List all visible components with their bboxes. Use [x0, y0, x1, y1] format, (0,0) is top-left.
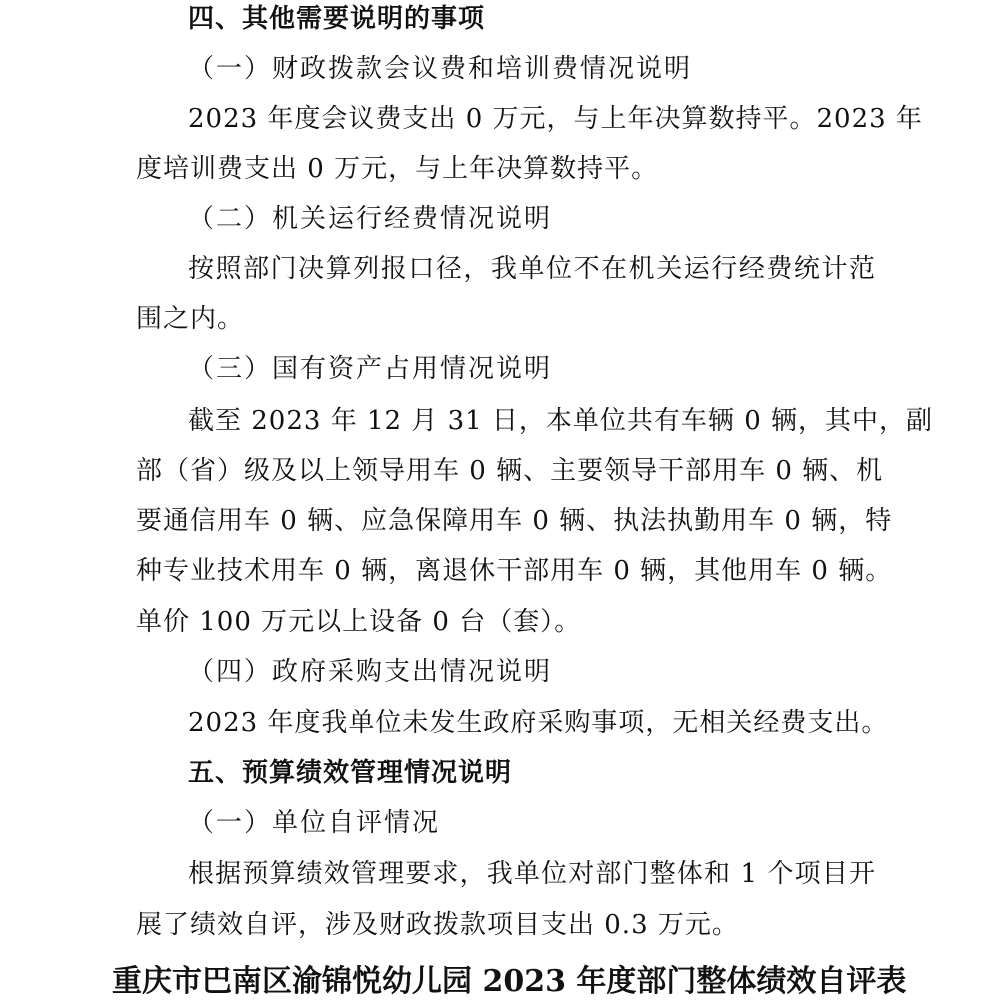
- section-4-2-title: （二）机关运行经费情况说明: [188, 204, 553, 234]
- paragraph-line: 度培训费支出 0 万元，与上年决算数持平。: [136, 154, 659, 184]
- paragraph-line: 单价 100 万元以上设备 0 台（套）。: [136, 607, 582, 637]
- section-4-1-title: （一）财政拨款会议费和培训费情况说明: [188, 54, 693, 84]
- section-5-heading: 五、预算绩效管理情况说明: [188, 758, 513, 788]
- section-4-heading: 四、其他需要说明的事项: [188, 4, 486, 34]
- section-4-4-title: （四）政府采购支出情况说明: [188, 657, 553, 687]
- paragraph-line: 要通信用车 0 辆、应急保障用车 0 辆、执法执勤用车 0 辆，特: [136, 506, 893, 536]
- paragraph-line: 截至 2023 年 12 月 31 日，本单位共有车辆 0 辆，其中，副: [188, 406, 933, 436]
- paragraph-line: 围之内。: [136, 304, 245, 334]
- paragraph-line: 展了绩效自评，涉及财政拨款项目支出 0.3 万元。: [136, 910, 739, 940]
- paragraph-line: 按照部门决算列报口径，我单位不在机关运行经费统计范: [188, 254, 876, 284]
- section-4-3-title: （三）国有资产占用情况说明: [188, 354, 553, 384]
- paragraph-line: 根据预算绩效管理要求，我单位对部门整体和 1 个项目开: [188, 859, 876, 889]
- paragraph-line: 2023 年度会议费支出 0 万元，与上年决算数持平。2023 年: [188, 104, 923, 134]
- section-5-1-title: （一）单位自评情况: [188, 808, 441, 838]
- table-title: 重庆市巴南区渝锦悦幼儿园 2023 年度部门整体绩效自评表: [112, 964, 907, 999]
- paragraph-line: 种专业技术用车 0 辆，离退休干部用车 0 辆，其他用车 0 辆。: [136, 556, 893, 586]
- paragraph-line: 2023 年度我单位未发生政府采购事项，无相关经费支出。: [188, 708, 889, 738]
- paragraph-line: 部（省）级及以上领导用车 0 辆、主要领导干部用车 0 辆、机: [136, 456, 884, 486]
